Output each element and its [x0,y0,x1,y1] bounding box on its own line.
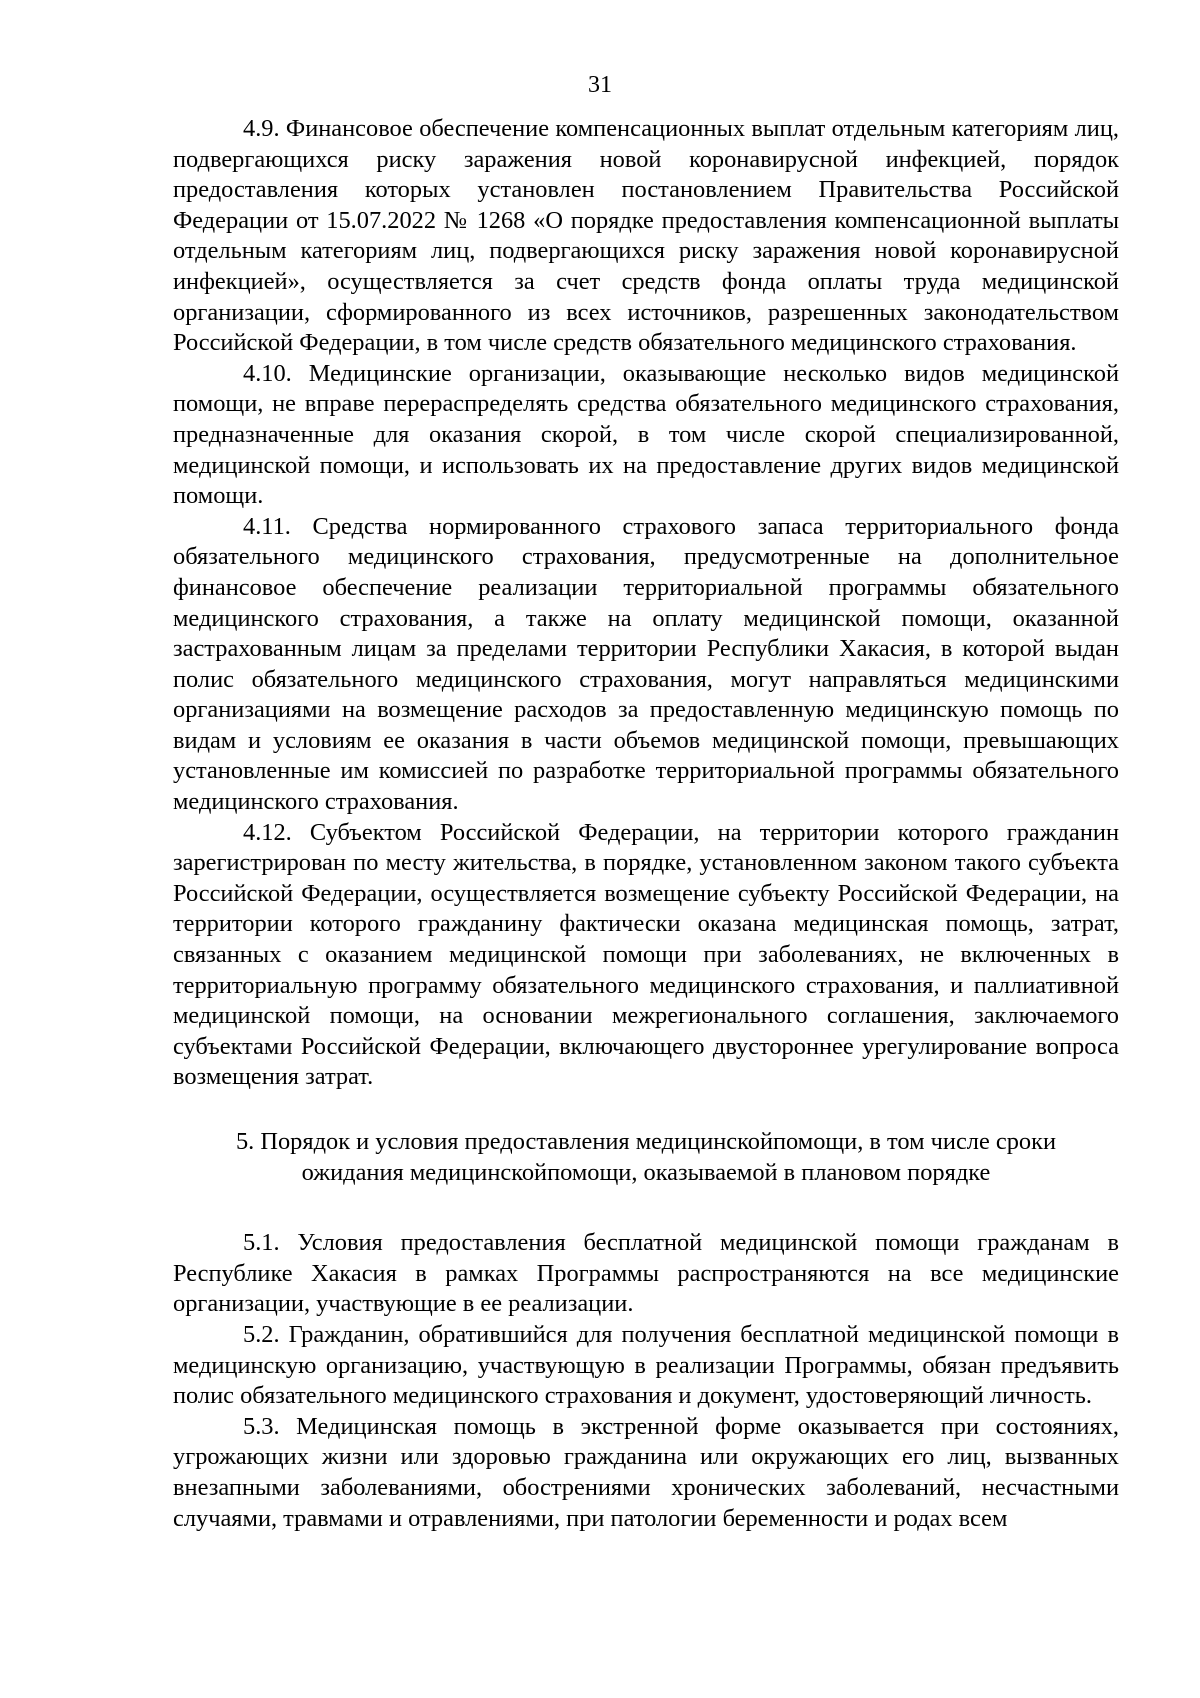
paragraph-4-12: 4.12. Субъектом Российской Федерации, на территории которого гражданин зарегистрирован по месту жительства, в порядке, установленном законом такого субъекта Российской Федерации, осуществляется возмещение субъекту Российской Федерации, на территории которого гражданину фактически оказана медицинская помощь, затрат, связанных с оказанием медицинской помощи при заболеваниях, не включенных в территориальную программу обязательного медицинского страхования, и паллиативной медицинской помощи, на основании межрегионального соглашения, заключаемого субъектами Российской Федерации, включающего двустороннее урегулирование вопроса возмещения затрат. [173,818,1119,1091]
paragraph-4-9: 4.9. Финансовое обеспечение компенсационных выплат отдельным категориям лиц, подвергающихся риску заражения новой коронавирусной инфекцией, порядок предоставления которых установлен постановлением Правительства Российской Федерации от 15.07.2022 № 1268 «О порядке предоставления компенсационной выплаты отдельным категориям лиц, подвергающихся риску заражения новой коронавирусной инфекцией», осуществляется за счет средств фонда оплаты труда медицинской организации, сформированного из всех источников, разрешенных законодательством Российской Федерации, в том числе средств обязательного медицинского страхования. [173,115,1119,357]
section-5-heading [173,1127,1119,1188]
paragraph-5-2: 5.2. Гражданин, обратившийся для получения бесплатной медицинской помощи в медицинскую организацию, участвующую в реализации Программы, обязан предъявить полис обязательного медицинского страхования и документ, удостоверяющий личность. [173,1320,1119,1410]
document-body [173,114,1119,1534]
paragraph-4-10: 4.10. Медицинские организации, оказывающие несколько видов медицинской помощи, не вправе перераспределять средства обязательного медицинского страхования, предназначенные для оказания скорой, в том числе скорой специализированной, медицинской помощи, и использовать их на предоставление других видов медицинской помощи. [173,359,1119,510]
paragraph-4-11: 4.11. Средства нормированного страхового запаса территориального фонда обязательного медицинского страхования, предусмотренные на дополнительное финансовое обеспечение реализации территориальной программы обязательного медицинского страхования, а также на оплату медицинской помощи, оказанной застрахованным лицам за пределами территории Республики Хакасия, в которой выдан полис обязательного медицинского страхования, могут направляться медицинскими организациями на возмещение расходов за предоставленную медицинскую помощь по видам и условиям ее оказания в части объемов медицинской помощи, превышающих установленные им комиссией по разработке территориальной программы обязательного медицинского страхования. [173,512,1119,816]
section-heading-line-1: 5. Порядок и условия предоставления медицинскойпомощи, в том числе сроки [235,1128,1057,1155]
section-heading-line-2: ожидания медицинскойпомощи, оказываемой в плановом порядке [301,1158,991,1186]
paragraph-5-1: 5.1. Условия предоставления бесплатной медицинской помощи гражданам в Республике Хакасия в рамках Программы распространяются на все медицинские организации, участвующие в ее реализации. [173,1229,1119,1318]
paragraph-5-3: 5.3. Медицинская помощь в экстренной форме оказывается при состояниях, угрожающих жизни или здоровью гражданина или окружающих его лиц, вызванных внезапными заболеваниями, обострениями хронических заболеваний, несчастными случаями, травмами и отравлениями, при патологии беременности и родах всем [173,1412,1119,1532]
page-number: 31 [588,72,612,98]
